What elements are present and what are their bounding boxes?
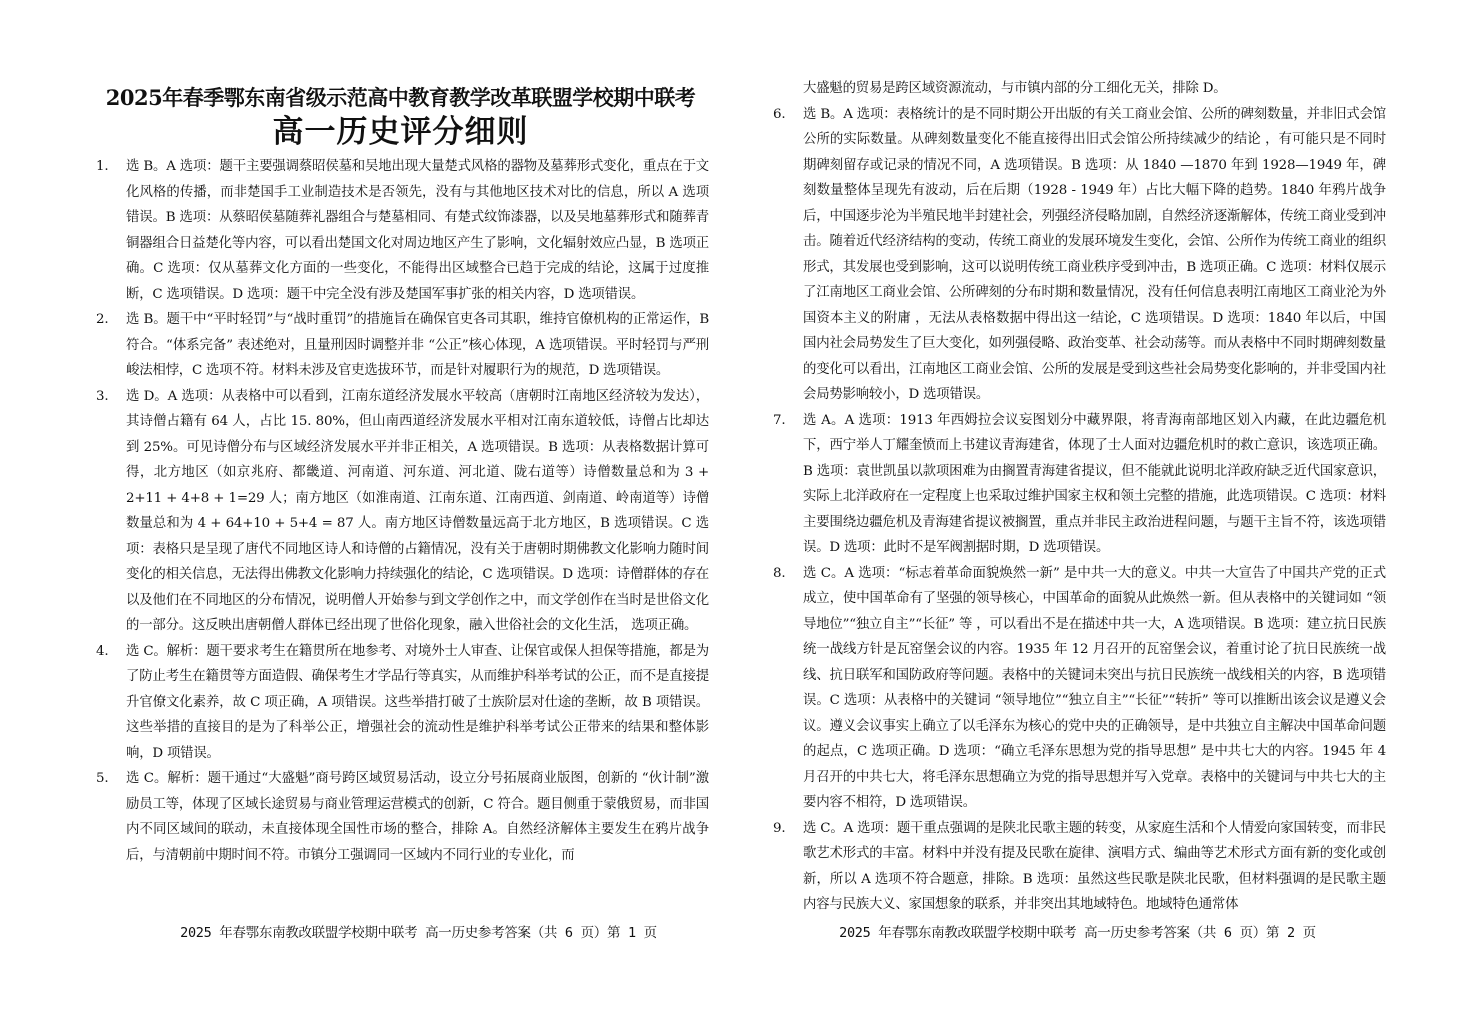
item-text: 选 C。A 选项：“标志着革命面貌焕然一新” 是中共一大的意义。中共一大宣告了中国共产党的正式成立，使中国革命有了坚强的领导核心，中国革命的面貌从此焕然一新。但从表格中的关键词如 “领导地位”“独立自主”“长征” 等 ，可以看出不是在描述中共一大，A 选项错误。B 选项：建立抗日民族统一战线方针是瓦窑堡会议的内容。1935 年 12 月召开的瓦窑堡会议，着重讨论了抗日民族统一战线、抗日联军和国防政府等问题。表格中的关键词未突出与抗日民族统一战线相关的内容，B 选项错误。C 选项：从表格中的关键词 “领导地位”“独立自主”“长征”“转折” 等可以推断出该会议是遵义会议。遵义会议事实上确立了以毛泽东为核心的党中央的正确领导，是中共独立自主解决中国革命问题的起点，C 选项正确。D 选项：“确立毛泽东思想为党的指导思想” 是中共七大的内容。1945 年 4 月召开的中共七大，将毛泽东思想确立为党的指导思想并写入党章。表格中的关键词与中共七大的主要内容不相符，D 选项错误。 [803,565,1386,810]
item-number: 7. [773,412,786,428]
item-text: 选 B。A 选项：表格统计的是不同时期公开出版的有关工商业会馆、公所的碑刻数量，并非旧式会馆公所的实际数量。从碑刻数量变化不能直接得出旧式会馆公所持续减少的结论 ，有可能只是不同时期碑刻留存或记录的情况不同，A 选项错误。B 选项：从 1840 —1870 年到 1928—1949 年，碑刻数量整体呈现先有波动，后在后期（1928 - 1949 年）占比大幅下降的趋势。1840 年鸦片战争后，中国逐步沦为半殖民地半封建社会，列强经济侵略加剧，自然经济逐渐解体，传统工商业受到冲击。随着近代经济结构的变动，传统工商业的发展环境发生变化，会馆、公所作为传统工商业的组织形式，其发展也受到影响，这可以说明传统工商业秩序受到冲击，B 选项正确。C 选项：材料仅展示了江南地区工商业会馆、公所碑刻的分布时期和数量情况，没有任何信息表明江南地区工商业沦为外国资本主义的附庸 ，无法从表格数据中得出这一结论，C 选项错误。D 选项：1840 年以后，中国国内社会局势发生了巨大变化，如列强侵略、政治变革、社会动荡等。而从表格中不同时期碑刻数量的变化可以看出，江南地区工商业会馆、公所的发展是受到这些社会局势变化影响的，并非受国内社会局势影响较小，D 选项错误。 [803,106,1386,402]
item-number: 3. [96,388,109,404]
answer-list-right [769,102,1386,918]
answer-item [92,154,709,307]
answer-item [92,384,709,639]
item-number: 6. [773,106,786,122]
exam-title: 2025年春季鄂东南省级示范高中教育教学改革联盟学校期中联考 [105,85,696,110]
item-text: 选 C。A 选项：题干重点强调的是陕北民歌主题的转变，从家庭生活和个人情爱向家国转变，而非民歌艺术形式的丰富。材料中并没有提及民歌在旋律、演唱方式、编曲等艺术形式方面有新的变化或创新，所以 A 选项不符合题意，排除。B 选项：虽然这些民歌是陕北民歌，但材料强调的是民歌主题内容与民族大义、家国想象的联系，并非突出其地域特色。地域特色通常体 [803,820,1386,912]
item-text: 选 B。题干中“平时轻罚”与“战时重罚”的措施旨在确保官吏各司其职，维持官僚机构的正常运作，B 符合。“体系完备” 表述绝对，且量刑因时调整并非 “公正”核心体现，A 选项错误。平时轻罚与严刑峻法相悖，C 选项不符。材料未涉及官吏选拔环节，而是针对履职行为的规范，D 选项错误。 [126,312,709,378]
answer-list-left [92,154,709,868]
item-text: 选 A。A 选项：1913 年西姆拉会议妄图划分中藏界限，将青海南部地区划入内藏，在此边疆危机下，西宁举人丁耀奎愤而上书建议青海建省，体现了士人面对边疆危机时的救亡意识，该选项正确。B 选项：袁世凯虽以款项困难为由搁置青海建省提议，但不能就此说明北洋政府缺乏近代国家意识，实际上北洋政府在一定程度上也采取过维护国家主权和领土完整的措施，此选项错误。C 选项：材料主要围绕边疆危机及青海建省提议被搁置，重点并非民主政治进程问题，与题干主旨不符，该选项错误。D 选项：此时不是军阀割据时期，D 选项错误。 [803,412,1386,555]
answer-item [769,816,1386,918]
answer-item [92,639,709,767]
item-number: 8. [773,565,786,581]
answer-item [769,408,1386,561]
answer-item [92,307,709,384]
page-1 [92,0,709,868]
page-footer-right: 2025 年春鄂东南教改联盟学校期中联考 高一历史参考答案（共 6 页）第 2 页 [839,925,1316,941]
item-text: 选 D。A 选项：从表格中可以看到，江南东道经济发展水平较高（唐朝时江南地区经济较为发达），其诗僧占籍有 64 人，占比 15. 80%，但山南西道经济发展水平相对江南东道较低，诗僧占比却达到 25%。可见诗僧分布与区域经济发展水平并非正相关，A 选项错误。B 选项：从表格数据计算可得，北方地区（如京兆府、都畿道、河南道、河东道、河北道、陇右道等）诗僧数量总和为 3 + 2+11 + 4+8 + 1=29 人；南方地区（如淮南道、江南东道、江南西道、剑南道、岭南道等）诗僧数量总和为 4 + 64+10 + 5+4 = 87 人。南方地区诗僧数量远高于北方地区，B 选项错误。C 选项：表格只是呈现了唐代不同地区诗人和诗僧的占籍情况，没有关于唐朝时期佛教文化影响力随时间变化的相关信息，无法得出佛教文化影响力持续强化的结论，C 选项错误。D 选项：诗僧群体的存在以及他们在不同地区的分布情况，说明僧人开始参与到文学创作之中，而文学创作在当时是世俗文化的一部分。这反映出唐朝僧人群体已经出现了世俗化现象，融入世俗社会的文化生活， 选项正确。 [126,388,709,633]
continued-text: 大盛魁的贸易是跨区域资源流动，与市镇内部的分工细化无关，排除 D。 [803,81,1227,96]
answer-item [769,561,1386,816]
item-number: 2. [96,312,109,327]
item-number: 9. [773,820,786,836]
item-text: 选 B。A 选项：题干主要强调蔡昭侯墓和吴地出现大量楚式风格的器物及墓葬形式变化，重点在于文化风格的传播，而非楚国手工业制造技术是否领先，没有与其他地区技术对比的信息，所以 A 选项错误。B 选项：从蔡昭侯墓随葬礼器组合与楚墓相同、有楚式纹饰漆器，以及吴地墓葬形式和随葬青铜器组合日益楚化等内容，可以看出楚国文化对周边地区产生了影响，文化辐射效应凸显，B 选项正确。C 选项：仅从墓葬文化方面的一些变化，不能得出区域整合已趋于完成的结论，这属于过度推断，C 选项错误。D 选项：题干中完全没有涉及楚国军事扩张的相关内容，D 选项错误。 [126,159,709,302]
document-title: 高一历史评分细则 [272,114,529,150]
item-text: 选 C。解析：题干要求考生在籍贯所在地参考、对境外士人审查、让保官或保人担保等措施，都是为了防止考生在籍贯等方面造假、确保考生才学品行等真实，从而维护科举考试的公正，而不是直接提升官僚文化素养，故 C 项正确，A 项错误。这些举措打破了士族阶层对仕途的垄断，故 B 项错误。这些举措的直接目的是为了科举公正，增强社会的流动性是维护科举考试公正带来的结果和整体影响，D 项错误。 [126,643,709,761]
item-number: 1. [96,159,109,174]
answer-item [769,102,1386,408]
answer-item [92,766,709,868]
page-2 [769,0,1386,918]
page-footer-left: 2025 年春鄂东南教改联盟学校期中联考 高一历史参考答案（共 6 页）第 1 页 [180,925,657,941]
item-number: 4. [96,643,109,659]
item-number: 5. [96,771,109,786]
item-text: 选 C。解析：题干通过“大盛魁”商号跨区域贸易活动，设立分号拓展商业版图，创新的 “伙计制”激励员工等，体现了区域长途贸易与商业管理运营模式的创新，C 符合。题目侧重于蒙俄贸易，而非国内不同区域间的联动，未直接体现全国性市场的整合，排除 A。自然经济解体主要发生在鸦片战争后，与清朝前中期时间不符。市镇分工强调同一区域内不同行业的专业化，而 [126,771,709,863]
